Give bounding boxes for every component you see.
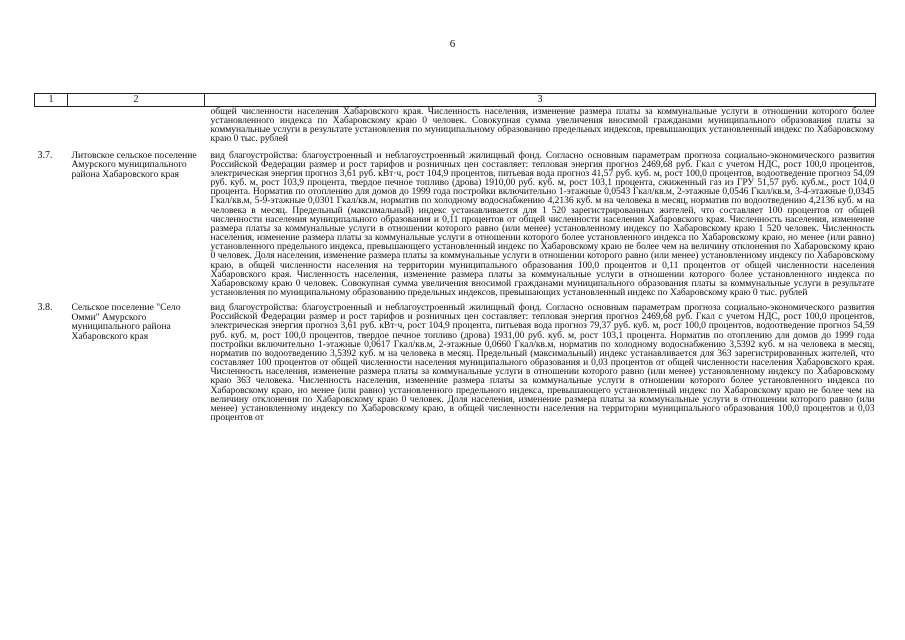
index-table	[34, 93, 876, 422]
row-number: 3.7.	[37, 149, 53, 161]
column-header-3: 3	[205, 94, 876, 107]
index-description: вид благоустройства: благоустроенный и неблагоустроенный жилищный фонд. Согласно основным параметрам прогноза социально-экономического развития Российской Федерации размер и рост тарифов и розничных цен составляет: тепловая энергия прогноз 2469,68 руб. Гкал с учетом НДС, рост 100,0 процентов, электрическая энергия прогноз 3,61 руб. кВт·ч, рост 104,9 процентов, питьевая вода прогноз 41,57 руб. куб. м, рост 100,0 процентов, водоотведение прогноз 54,09 руб. куб. м, рост 103,9 процента, твердое печное топливо (дрова) 1910,00 руб. куб. м, рост 103,1 процента, сжиженный газ из ГРУ 51,57 руб. куб.м., рост 104,0 процента. Норматив по отоплению для домов до 1999 года постройки включительно 1-этажные 0,0543 Гкал/кв.м, 2-этажные 0,0546 Гкал/кв.м, 3-4-этажные 0,0345 Гкал/кв.м, 5-9-этажные 0,0301 Гкал/кв.м, норматив по холодному водоснабжению 4,2136 куб. м на человека в месяц, норматив по водоотведению 4,2136 куб. м на человека в месяц. Предельный (максимальный) индекс устанавливается для 1 520 зарегистрированных жителей, что составляет 100 процентов от общей численности населения муниципального образования и 0,11 процентов от общей численности населения Хабаровского края. Численность населения, изменение размера платы за коммунальные услуги в отношении которого равно (или менее) установленному индексу по Хабаровскому краю 1 520 человек. Численность населения, изменение размера платы за коммунальные услуги в отношении которого более установленного индекса по Хабаровскому краю, но менее (или равно) установленного предельного индекса, превышающего установленный индекс по Хабаровскому краю не более чем на величину отклонения по Хабаровскому краю 0 человек. Доля населения, изменение размера платы за коммунальные услуги в отношении которого равно (или менее) установленному индексу по Хабаровскому краю, в общей численности населения на территории муниципального образования 100,0 процентов и 0,11 процентов от общей численности населения Хабаровского края. Численность населения, изменение размера платы за коммунальные услуги в отношении которого более установленного индекса по Хабаровскому краю 0 человек. Совокупная сумма увеличения вносимой гражданами муниципального образования платы за коммунальные услуги в результате установления по муниципальному образованию предельных индексов, превышающих установленный индекс по Хабаровскому краю 0 тыс. рублей	[210, 149, 875, 298]
table-row	[35, 144, 876, 298]
column-header-2: 2	[68, 94, 205, 107]
column-header-1: 1	[35, 94, 68, 107]
table-row	[35, 297, 876, 422]
row-number	[35, 107, 68, 144]
municipality-name: Литовское сельское поселение Амурского муниципального района Хабаровского края	[71, 149, 197, 180]
table-row-continuation	[35, 107, 876, 144]
table-header-row	[35, 94, 876, 107]
page-number: 6	[449, 38, 456, 50]
row-number: 3.8.	[37, 302, 53, 314]
municipality-name	[68, 107, 205, 144]
index-description: общей численности населения Хабаровского края. Численность населения, изменение размера платы за коммунальные услуги в отношении которого более установленного индекса по Хабаровскому краю 0 человек. Совокупная сумма увеличения вносимой гражданами муниципального образования платы за коммунальные услуги в результате установления по муниципальному образованию предельных индексов, превышающих установленный индекс по Хабаровскому краю 0 тыс. рублей	[210, 106, 875, 145]
municipality-name: Сельское поселение "Село Омми" Амурского муниципального района Хабаровского края	[71, 302, 181, 342]
index-description: вид благоустройства: благоустроенный и неблагоустроенный жилищный фонд. Согласно основным параметрам прогноза социально-экономического развития Российской Федерации размер и рост тарифов и розничных цен составляет: тепловая энергия прогноз 2469,68 руб. Гкал с учетом НДС, рост 100,0 процентов, электрическая энергия прогноз 3,61 руб. кВт·ч, рост 104,9 процента, питьевая вода прогноз 79,37 руб. куб. м, рост 100,0 процентов, водоотведение прогноз 54,59 руб. куб. м, рост 100,0 процентов, твердое печное топливо (дрова) 1931,00 руб. куб. м, рост 103,1 процента. Норматив по отоплению для домов до 1999 года постройки включительно 1-этажные 0,0617 Гкал/кв.м, 2-этажные 0,0660 Гкал/кв.м, норматив по холодному водоснабжению 3,5392 куб. м на человека в месяц, норматив по водоотведению 3,5392 куб. м на человека в месяц. Предельный (максимальный) индекс устанавливается для 363 зарегистрированных жителей, что составляет 100 процентов от общей численности населения муниципального образования и 0,03 процентов от общей численности населения Хабаровского края. Численность населения, изменение размера платы за коммунальные услуги в отношении которого равно (или менее) установленному индексу по Хабаровскому краю 363 человека. Численность населения, изменение размера платы за коммунальные услуги в отношении которого более установленного индекса по Хабаровскому краю, но менее (или равно) установленного предельного индекса, превышающего установленный индекс по Хабаровскому краю не более чем на величину отклонения по Хабаровскому краю 0 человек. Доля населения, изменение размера платы за коммунальные услуги в отношении которого равно (или менее) установленному индексу по Хабаровскому краю, в общей численности населения на территории муниципального образования 100,0 процентов и 0,03 процентов от	[210, 302, 875, 423]
